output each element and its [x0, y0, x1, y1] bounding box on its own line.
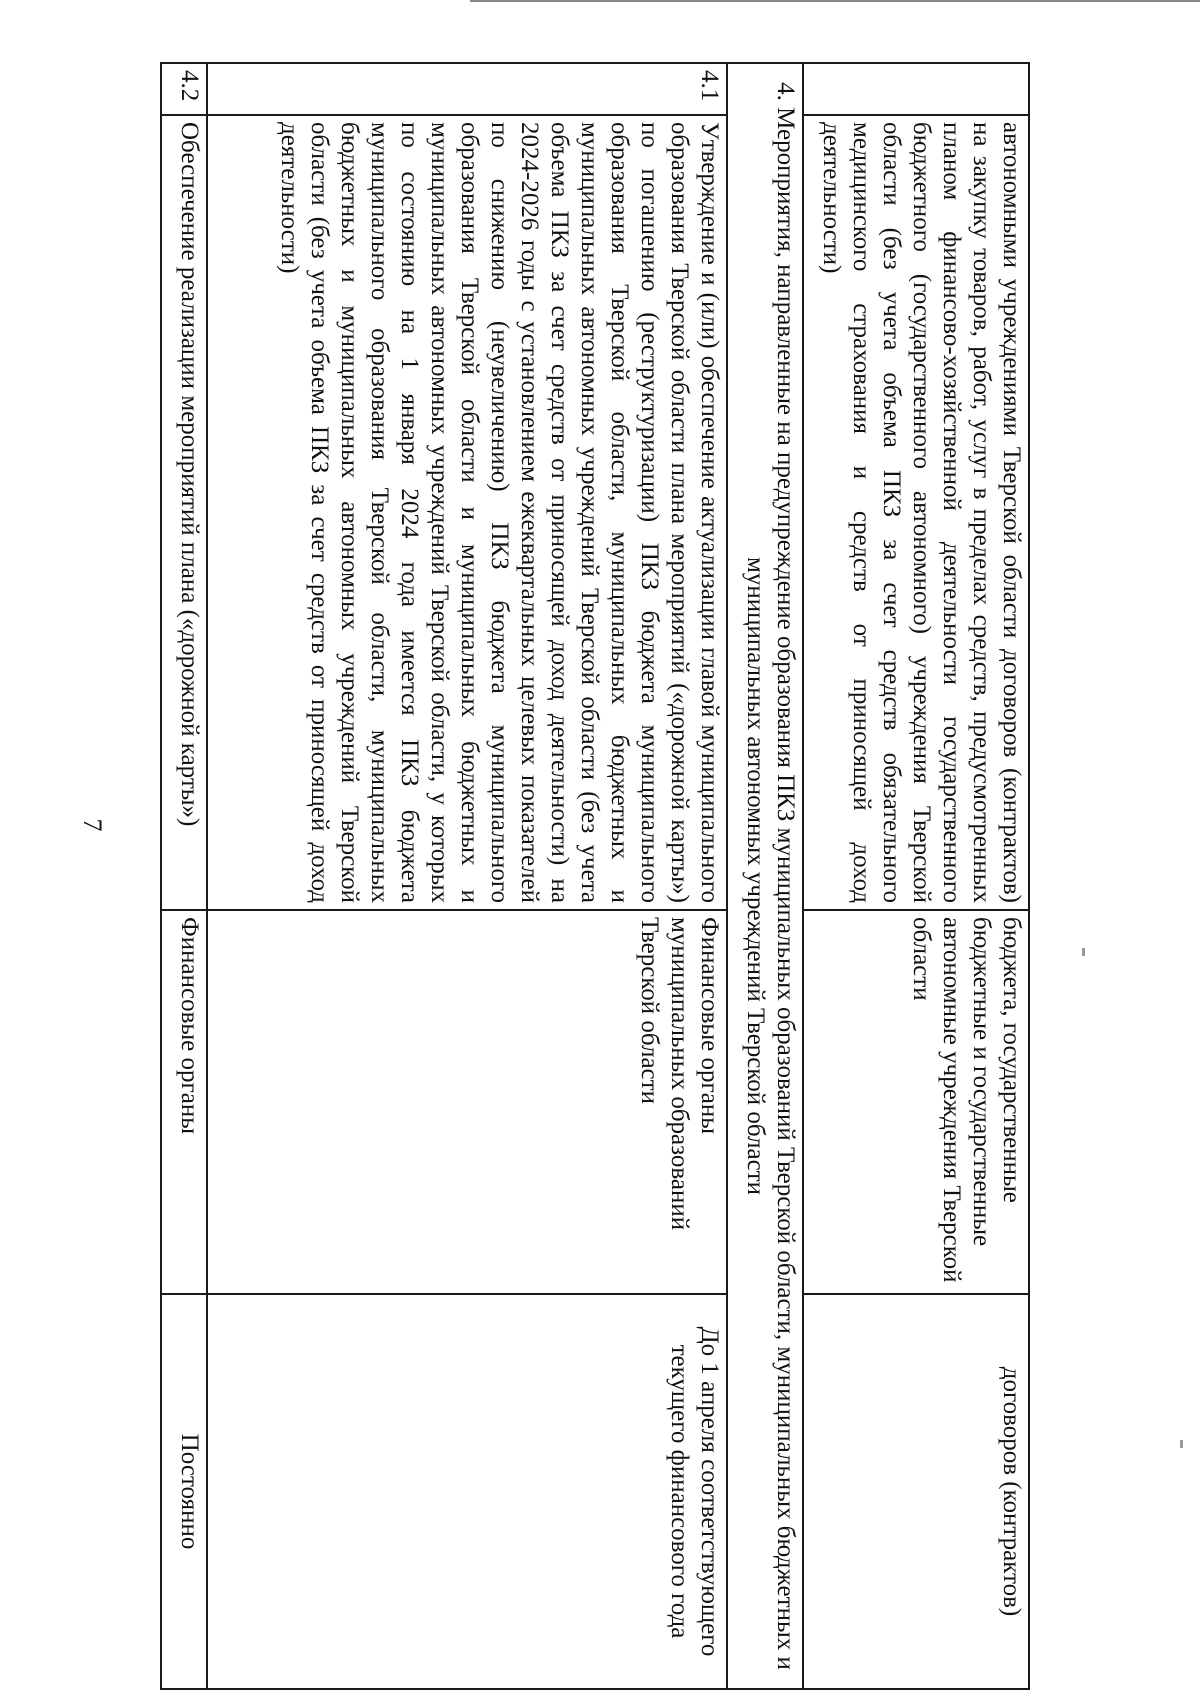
responsible-cell: бюджета, государственные бюджетные и государственные автономные учреждения Тверской области — [803, 910, 1029, 1294]
term-cell: До 1 апреля соответствующего текущего финансового года — [207, 1294, 727, 1689]
table-row-4-2 — [161, 63, 207, 1689]
activity-cell: автономными учреждениями Тверской области договоров (контрактов) на закупку товаров, работ, услуг в пределах средств, предусмотренных планом финансово-хозяйственной деятельности государственного бюджетного (государственного автономного) учреждения Тверской области (без учета объема ПКЗ за счет средств обязательного медицинского страхования и средств от приносящей доход деятельности) — [803, 115, 1029, 910]
activity-cell: Обеспечение реализации мероприятий плана («дорожной карты») — [161, 115, 207, 910]
row-number-cell: 4.1 — [207, 63, 727, 115]
section-heading: 4. Мероприятия, направленные на предупреждение образования ПКЗ муниципальных образований Тверской области, муниципальных бюджетных и муниципальных автономных учреждений Тверской области — [727, 63, 803, 1689]
scan-speck — [1180, 1440, 1183, 1448]
responsible-cell: Финансовые органы муниципальных образований Тверской области — [207, 910, 727, 1294]
rotated-document — [130, 62, 1030, 1688]
table-row-section-4 — [727, 63, 803, 1689]
row-number-cell: 4.2 — [161, 63, 207, 115]
responsible-cell: Финансовые органы — [161, 910, 207, 1294]
row-number-cell — [803, 63, 1029, 115]
scan-speck — [1082, 948, 1085, 956]
table-row-continuation — [803, 63, 1029, 1689]
term-cell: договоров (контрактов) — [803, 1294, 1029, 1689]
table-row-4-1 — [207, 63, 727, 1689]
action-plan-table — [160, 62, 1030, 1690]
page-number: 7 — [78, 818, 107, 832]
term-cell: Постоянно — [161, 1294, 207, 1689]
activity-cell: Утверждение и (или) обеспечение актуализации главой муниципального образования Тверской области плана мероприятий («дорожной карты») по погашению (реструктуризации) ПКЗ бюджета муниципального образования Тверской области, муниципальных бюджетных и муниципальных автономных учреждений Тверской области (без учета объема ПКЗ за счет средств от приносящей доход деятельности) на 2024-2026 годы с установлением ежеквартальных целевых показателей по снижению (неувеличению) ПКЗ бюджета муниципального образования Тверской области и муниципальных бюджетных и муниципальных автономных учреждений Тверской области, у которых по состоянию на 1 января 2024 года имеется ПКЗ бюджета муниципального образования Тверской области, муниципальных бюджетных и муниципальных автономных учреждений Тверской области (без учета объема ПКЗ за счет средств от приносящей доход деятельности) — [207, 115, 727, 910]
scan-edge-line — [470, 0, 1200, 2]
